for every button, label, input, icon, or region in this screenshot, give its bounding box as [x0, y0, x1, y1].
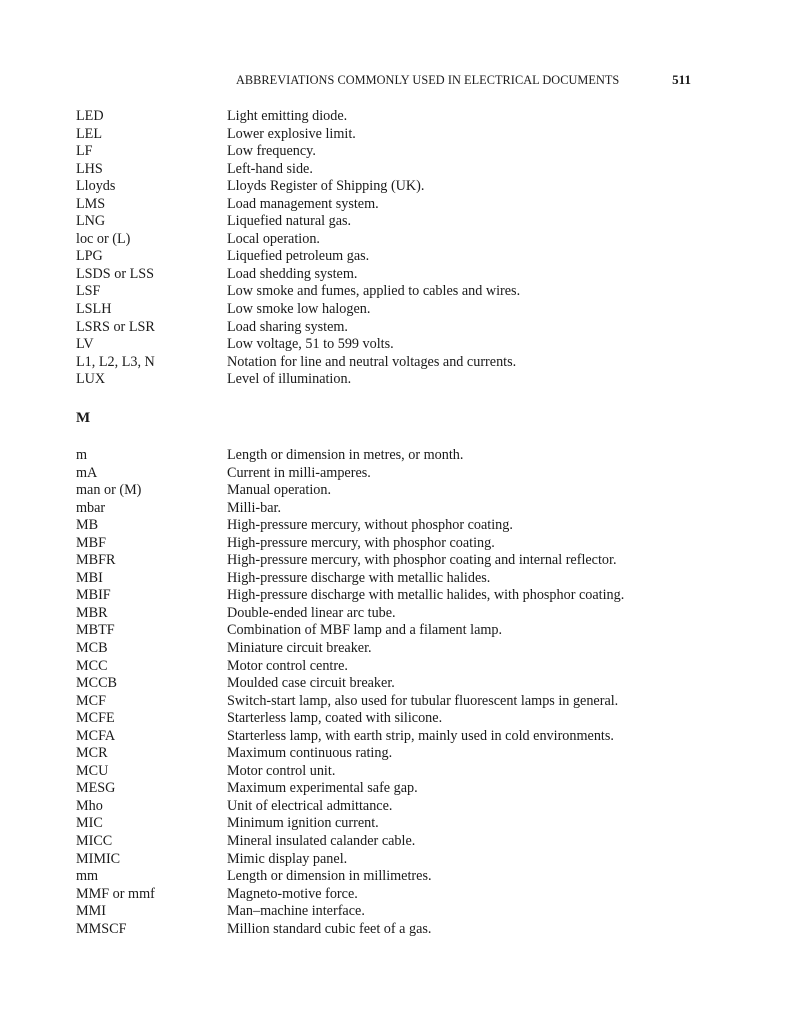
abbreviation-entry [76, 763, 716, 781]
abbreviation-definition: Motor control unit. [227, 762, 336, 779]
abbreviation-term: MESG [76, 780, 116, 797]
abbreviation-definition: Low frequency. [227, 143, 316, 160]
abbreviation-entry [76, 675, 716, 693]
abbreviation-term: LV [76, 336, 94, 353]
abbreviation-entry [76, 354, 716, 372]
abbreviation-entry [76, 301, 716, 319]
abbreviation-term: LUX [76, 371, 106, 388]
abbreviation-entry [76, 798, 716, 816]
abbreviation-definition: Manual operation. [227, 482, 332, 499]
abbreviation-entry [76, 921, 716, 939]
abbreviation-definition: Double-ended linear arc tube. [227, 604, 396, 621]
abbreviation-definition: Maximum continuous rating. [227, 745, 393, 762]
abbreviation-entry [76, 161, 716, 179]
abbreviation-entry [76, 482, 716, 500]
abbreviation-definition: Maximum experimental safe gap. [227, 780, 418, 797]
abbreviation-definition: Unit of electrical admittance. [227, 797, 393, 814]
abbreviation-entry [76, 126, 716, 144]
abbreviation-entry [76, 319, 716, 337]
abbreviation-entry [76, 815, 716, 833]
abbreviation-term: man or (M) [76, 482, 142, 499]
abbreviation-entry [76, 143, 716, 161]
abbreviation-entry [76, 213, 716, 231]
abbreviation-term: LED [76, 108, 104, 124]
abbreviation-entry [76, 605, 716, 623]
abbreviation-definition: High-pressure mercury, with phosphor coating and internal reflector. [227, 552, 617, 569]
abbreviation-entry [76, 570, 716, 588]
abbreviation-definition: High-pressure discharge with metallic halides, with phosphor coating. [227, 587, 625, 604]
abbreviation-definition: Mimic display panel. [227, 850, 348, 867]
abbreviation-term: Lloyds [76, 178, 116, 195]
abbreviation-term: MCB [76, 640, 108, 657]
abbreviation-term: MCFA [76, 727, 116, 744]
abbreviation-definition: High-pressure mercury, with phosphor coating. [227, 534, 495, 551]
abbreviation-term: LF [76, 143, 93, 160]
abbreviation-definition: Liquefied petroleum gas. [227, 248, 370, 265]
abbreviation-term: MCU [76, 762, 109, 779]
abbreviation-entry [76, 371, 716, 389]
abbreviation-definition: Milli-bar. [227, 499, 281, 516]
abbreviation-term: MIC [76, 815, 103, 832]
page-number: 511 [672, 72, 691, 87]
abbreviation-term: LNG [76, 213, 106, 230]
abbreviation-term: MICC [76, 833, 113, 850]
abbreviation-definition: Motor control centre. [227, 657, 348, 674]
abbreviation-term: MMSCF [76, 920, 127, 937]
abbreviation-term: LSRS or LSR [76, 318, 155, 335]
abbreviation-definition: Notation for line and neutral voltages and currents. [227, 353, 517, 370]
abbreviation-entry [76, 178, 716, 196]
abbreviation-definition: Load management system. [227, 195, 379, 212]
abbreviation-entry [76, 552, 716, 570]
abbreviation-definition: Low voltage, 51 to 599 volts. [227, 336, 394, 353]
abbreviation-entry [76, 658, 716, 676]
abbreviation-entry [76, 780, 716, 798]
abbreviation-definition: Level of illumination. [227, 371, 352, 388]
abbreviation-term: LMS [76, 195, 106, 212]
abbreviation-definition: Current in milli-amperes. [227, 464, 371, 481]
abbreviation-term: Mho [76, 797, 103, 814]
abbreviation-definition: Lower explosive limit. [227, 125, 356, 142]
abbreviation-definition: Liquefied natural gas. [227, 213, 352, 230]
abbreviation-entry [76, 728, 716, 746]
abbreviation-term: L1, L2, L3, N [76, 353, 155, 370]
abbreviation-term: MBI [76, 569, 103, 586]
abbreviation-definition: Light emitting diode. [227, 108, 348, 124]
abbreviation-definition: Length or dimension in metres, or month. [227, 447, 464, 463]
abbreviation-term: MIMIC [76, 850, 121, 867]
abbreviation-entry [76, 745, 716, 763]
abbreviation-term: MCC [76, 657, 108, 674]
abbreviation-term: m [76, 447, 88, 463]
abbreviation-term: MBR [76, 604, 108, 621]
abbreviation-term: MB [76, 517, 99, 534]
abbreviation-term: MBFR [76, 552, 116, 569]
abbreviation-definition: Low smoke low halogen. [227, 301, 371, 318]
abbreviation-entry [76, 640, 716, 658]
running-header-title: ABBREVIATIONS COMMONLY USED IN ELECTRICAL DOCUMENTS [236, 73, 620, 87]
abbreviation-entry [76, 500, 716, 518]
abbreviation-term: LSF [76, 283, 101, 300]
abbreviation-entry [76, 833, 716, 851]
abbreviation-term: LSDS or LSS [76, 265, 155, 282]
abbreviation-entry [76, 868, 716, 886]
abbreviation-definition: Local operation. [227, 230, 320, 247]
abbreviation-definition: Low smoke and fumes, applied to cables and wires. [227, 283, 521, 300]
abbreviation-definition: Load shedding system. [227, 265, 358, 282]
abbreviation-term: LPG [76, 248, 103, 265]
abbreviation-term: mA [76, 464, 98, 481]
abbreviation-definition: Minimum ignition current. [227, 815, 379, 832]
abbreviation-term: MCF [76, 692, 106, 709]
abbreviation-entry [76, 266, 716, 284]
abbreviation-entry [76, 248, 716, 266]
abbreviation-entry [76, 196, 716, 214]
abbreviation-definition: Starterless lamp, coated with silicone. [227, 710, 443, 727]
abbreviation-entry [76, 535, 716, 553]
abbreviation-entry [76, 710, 716, 728]
abbreviation-definition: Switch-start lamp, also used for tubular fluorescent lamps in general. [227, 692, 619, 709]
abbreviation-entry [76, 108, 716, 126]
abbreviation-definition: Mineral insulated calander cable. [227, 833, 416, 850]
abbreviation-definition: Combination of MBF lamp and a filament lamp. [227, 622, 503, 639]
abbreviation-definition: Million standard cubic feet of a gas. [227, 920, 432, 937]
abbreviation-term: MBTF [76, 622, 115, 639]
m-abbreviation-list [76, 447, 716, 938]
abbreviation-definition: Length or dimension in millimetres. [227, 868, 432, 885]
abbreviation-definition: Lloyds Register of Shipping (UK). [227, 178, 425, 195]
abbreviation-entry [76, 851, 716, 869]
abbreviation-entry [76, 693, 716, 711]
abbreviation-definition: Moulded case circuit breaker. [227, 675, 395, 692]
abbreviation-term: LHS [76, 160, 103, 177]
abbreviation-entry [76, 517, 716, 535]
abbreviation-definition: Miniature circuit breaker. [227, 640, 372, 657]
abbreviation-entry [76, 231, 716, 249]
abbreviation-definition: Load sharing system. [227, 318, 348, 335]
abbreviation-term: LEL [76, 125, 102, 142]
abbreviation-term: MBF [76, 534, 106, 551]
abbreviation-definition: Man–machine interface. [227, 903, 365, 920]
abbreviation-term: MCR [76, 745, 108, 762]
abbreviation-term: MMF or mmf [76, 885, 155, 902]
abbreviation-definition: High-pressure mercury, without phosphor coating. [227, 517, 513, 534]
abbreviation-entry [76, 587, 716, 605]
abbreviation-term: MBIF [76, 587, 111, 604]
abbreviation-definition: Starterless lamp, with earth strip, mainly used in cold environments. [227, 727, 614, 744]
running-header [236, 71, 691, 89]
abbreviation-term: MCCB [76, 675, 118, 692]
section-heading-m: M [76, 410, 91, 426]
abbreviation-entry [76, 465, 716, 483]
l-abbreviation-list [76, 108, 716, 389]
abbreviation-term: MMI [76, 903, 106, 920]
abbreviation-term: mbar [76, 499, 106, 516]
abbreviation-entry [76, 447, 716, 465]
abbreviation-definition: Left-hand side. [227, 160, 313, 177]
abbreviation-term: mm [76, 868, 99, 885]
abbreviation-term: MCFE [76, 710, 115, 727]
abbreviation-entry [76, 903, 716, 921]
abbreviation-definition: High-pressure discharge with metallic halides. [227, 569, 491, 586]
abbreviation-entry [76, 886, 716, 904]
abbreviation-definition: Magneto-motive force. [227, 885, 358, 902]
abbreviation-term: loc or (L) [76, 230, 131, 247]
abbreviation-entry [76, 336, 716, 354]
abbreviation-entry [76, 622, 716, 640]
abbreviation-term: LSLH [76, 301, 112, 318]
abbreviation-entry [76, 283, 716, 301]
